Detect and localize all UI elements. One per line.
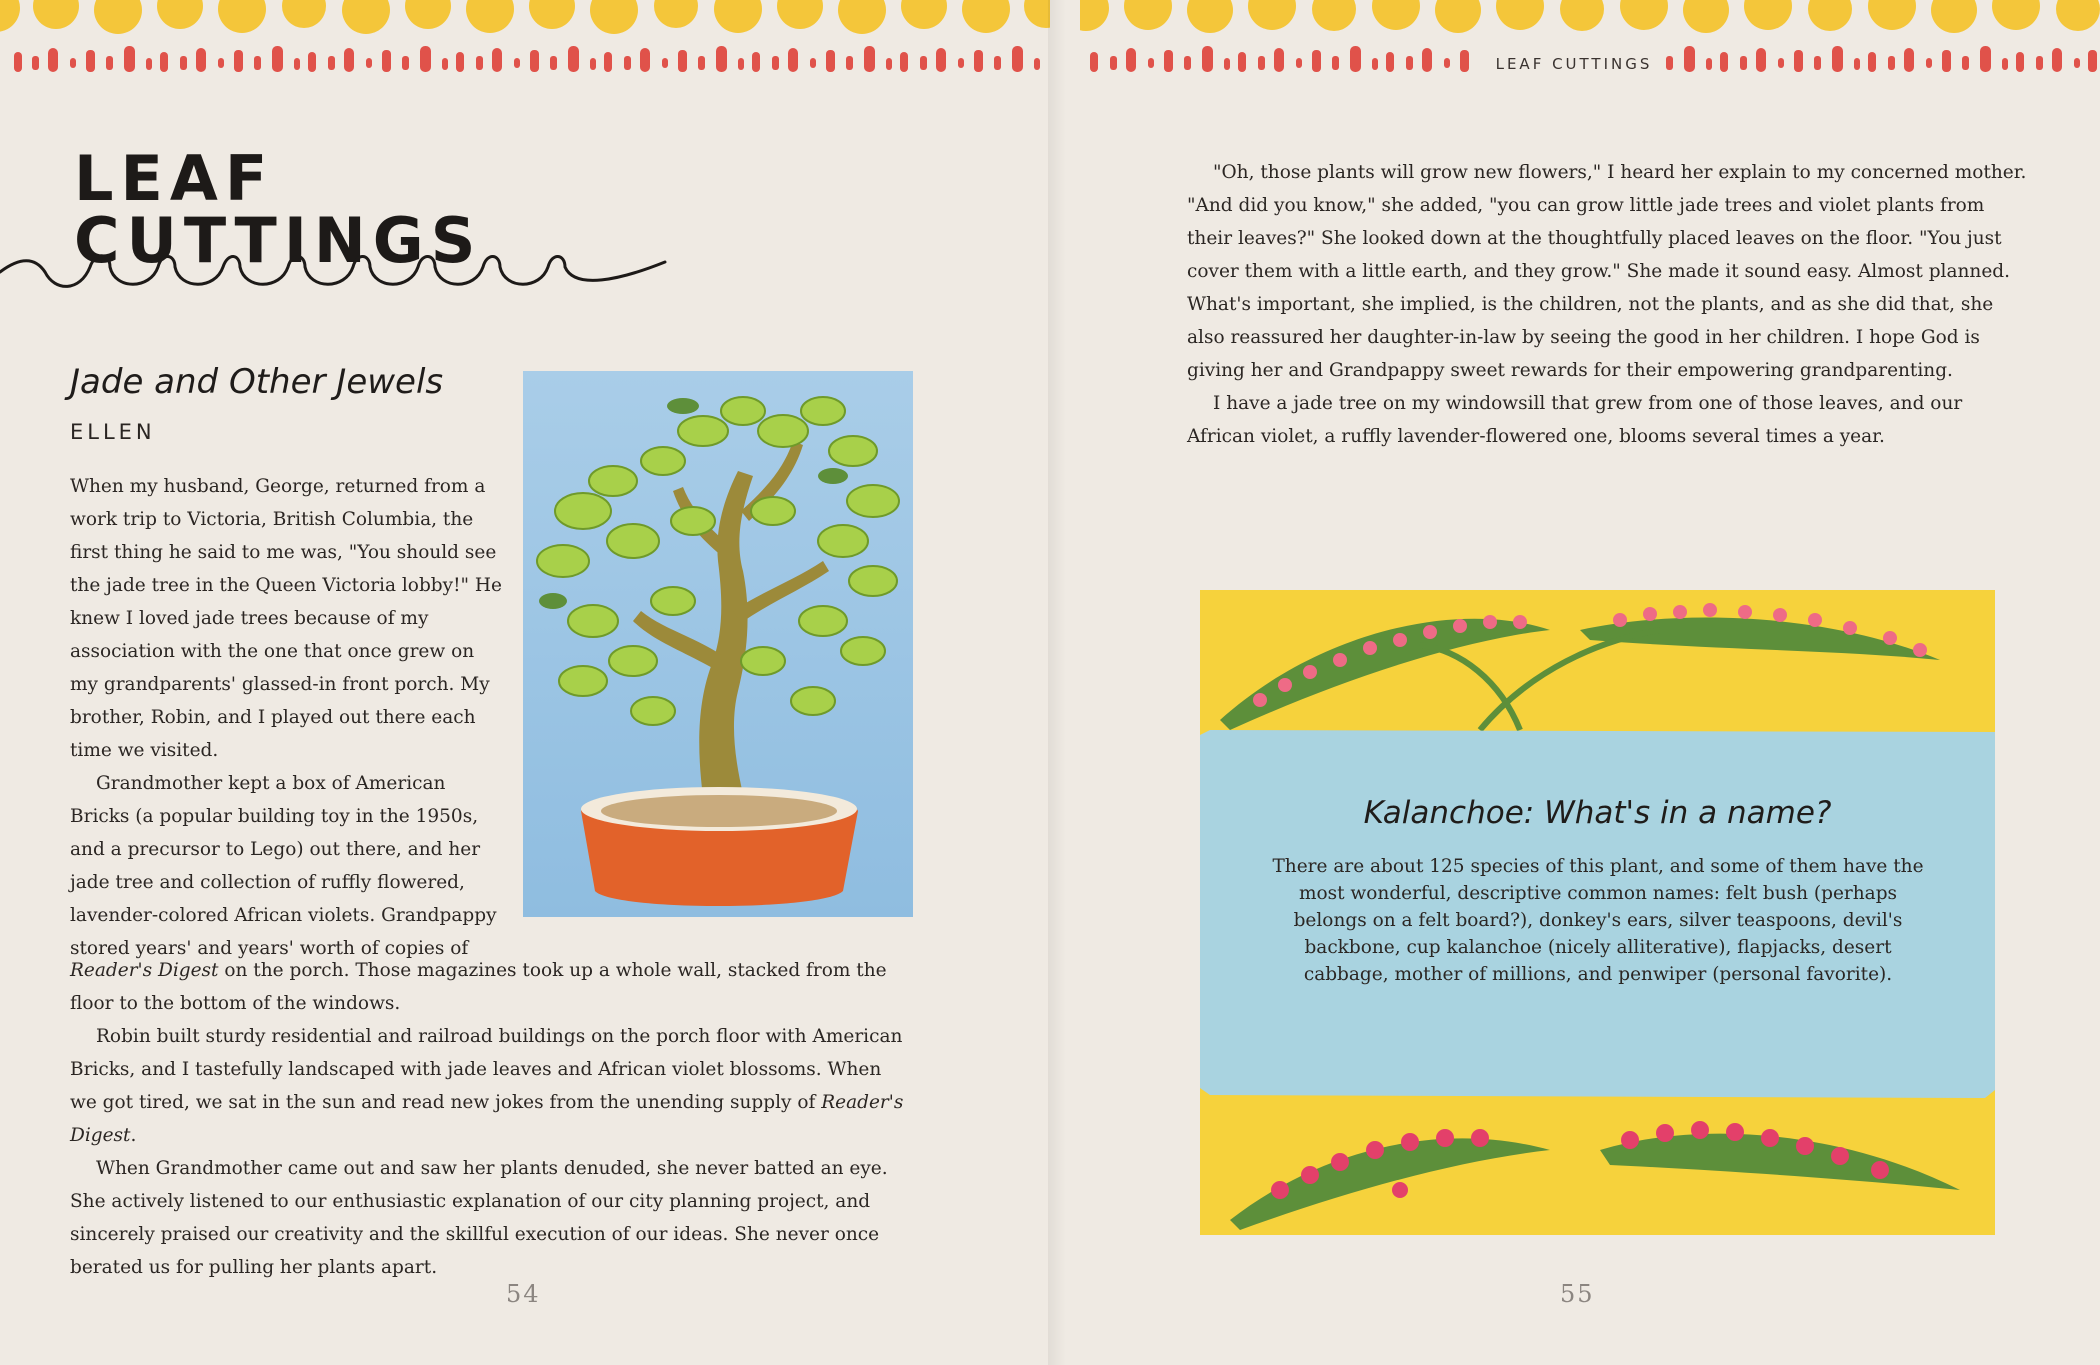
sidebar-title: Kalanchoe: What's in a name?	[1363, 795, 1832, 831]
gutter-shadow	[1048, 0, 1078, 1365]
squiggle-divider-icon	[0, 232, 670, 302]
page-number-right: 55	[1560, 1280, 1595, 1308]
paragraph: When Grandmother came out and saw her plants denuded, she never batted an eye. She actively listened to our enthusiastic explanation of our city planning project, and sincerely praised our creativity and the skillful execution of our ideas. She never once berated us for pulling her plants apart.	[70, 1158, 888, 1278]
page-number-left: 54	[506, 1280, 541, 1308]
paragraph-text: on the porch. Those magazines took up a whole wall, stacked from the floor to the bottom of the windows.	[70, 960, 887, 1014]
paragraph-text: .	[130, 1125, 137, 1146]
running-head: LEAF CUTTINGS	[1484, 52, 1664, 76]
story-body-wide	[70, 954, 910, 1284]
decorative-border-left	[0, 0, 1050, 80]
story-title: Jade and Other Jewels	[70, 362, 444, 402]
paragraph-text: Robin built sturdy residential and railroad buildings on the porch floor with American Bricks, and I tastefully landscaped with jade leaves and African violet blossoms. When we got tired, we sat in the sun and read new jokes from the unending supply of	[70, 1026, 903, 1113]
paragraph: I have a jade tree on my windowsill that grew from one of those leaves, and our African violet, a ruffly lavender-flowered one, blooms several times a year.	[1187, 393, 1963, 447]
paragraph: Grandmother kept a box of American Bricks (a popular building toy in the 1950s, and a precursor to Lego) out there, and her jade tree and collection of ruffly flowered, lavender-colored African violets. Grandpappy stored years' and years' worth of copies of	[70, 773, 497, 959]
magazine-title: Reader's Digest	[70, 1092, 904, 1146]
magazine-title: Reader's Digest	[70, 960, 219, 981]
jade-tree-illustration-icon	[523, 371, 913, 917]
story-body-right	[1187, 156, 2027, 453]
paragraph: When my husband, George, returned from a work trip to Victoria, British Columbia, the first thing he said to me was, "You should see the jade tree in the Queen Victoria lobby!" He knew I loved jade trees because of my association with the one that once grew on my grandparents' glassed-in front porch. My brother, Robin, and I played out there each time we visited.	[70, 476, 502, 761]
story-author: ELLEN	[70, 420, 156, 444]
chapter-title: LEAF CUTTINGS	[74, 142, 483, 277]
paragraph: "Oh, those plants will grow new flowers," I heard her explain to my concerned mother. "And did you know," she added, "you can grow little jade trees and violet plants from their leaves?" She looked down at the thoughtfully placed leaves on the floor. "You just cover them with a little earth, and they grow." She made it sound easy. Almost planned. What's important, she implied, is the children, not the plants, and as she did that, she also reassured her daughter-in-law by seeing the good in her children. I hope God is giving her and Grandpappy sweet rewards for their empowering grandparenting.	[1187, 162, 2027, 381]
paragraph	[70, 1020, 910, 1152]
paragraph	[70, 954, 910, 1020]
sidebar-body	[1262, 853, 1934, 988]
sidebar-paragraph: There are about 125 species of this plant, and some of them have the most wonderful, descriptive common names: felt bush (perhaps belongs on a felt board?), donkey's ears, silver teaspoons, devil's backbone, cup kalanchoe (nicely alliterative), flapjacks, desert cabbage, mother of millions, and penwiper (personal favorite).	[1272, 856, 1924, 985]
story-body-narrow	[70, 470, 502, 965]
